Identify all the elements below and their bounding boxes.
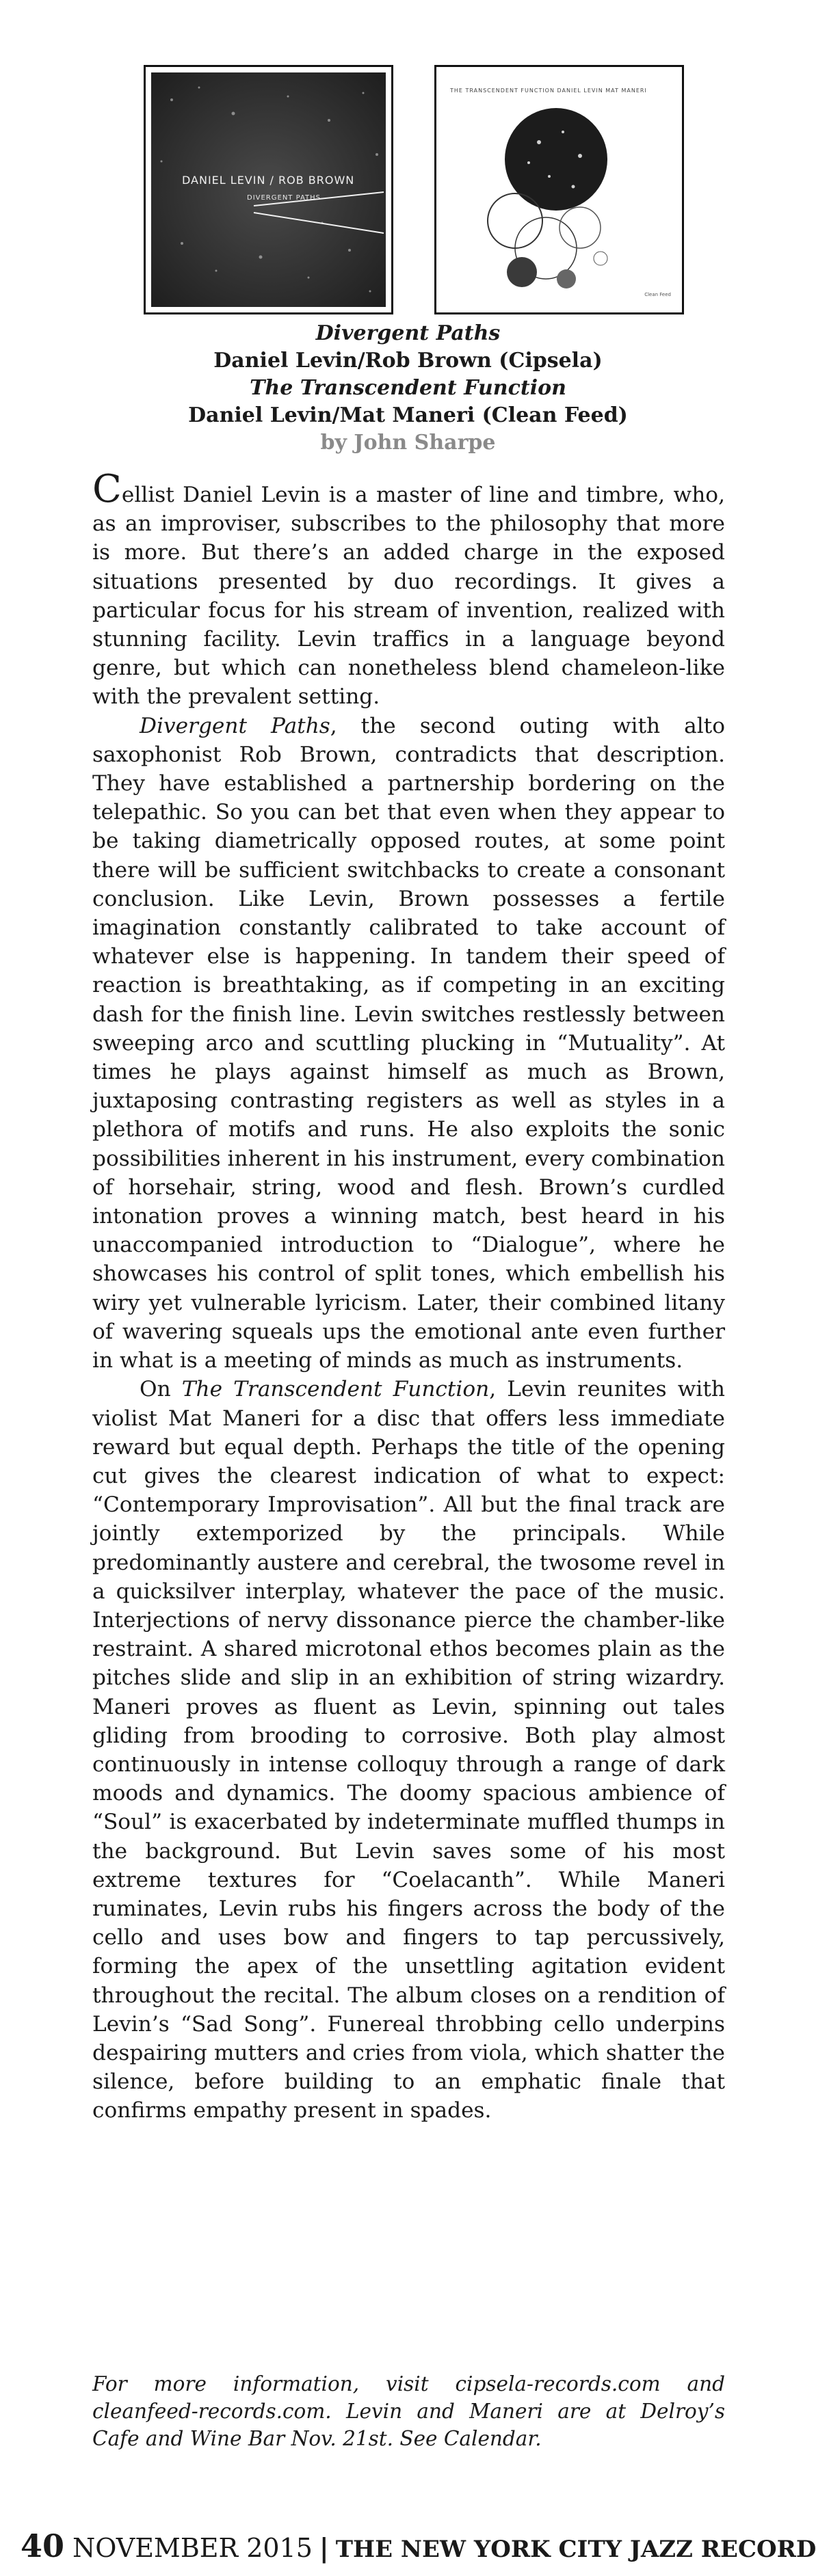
cover-artwork xyxy=(151,72,386,307)
review-body xyxy=(92,467,726,2125)
album-title: The Transcendent Function xyxy=(250,376,566,400)
transcendent-function-cover xyxy=(434,65,684,314)
page-number: 40 xyxy=(21,2527,65,2564)
info-note: For more information, visit cipsela-records.com and cleanfeed-records.com. Levin and Maneri are at Delroy’s Cafe and Wine Bar Nov. 21st. See Calendar. xyxy=(92,2372,725,2450)
publication-name: THE NEW YORK CITY JAZZ RECORD xyxy=(335,2536,816,2563)
speckle-artwork xyxy=(151,72,386,307)
album-artists: Daniel Levin/Rob Brown (Cipsela) xyxy=(213,349,603,373)
byline: by John Sharpe xyxy=(320,431,496,455)
label-logo: Clean Feed xyxy=(644,292,671,297)
album-covers xyxy=(144,65,684,314)
review-heading xyxy=(0,320,816,457)
separator: | xyxy=(319,2532,329,2563)
cover-subtitle: DIVERGENT PATHS xyxy=(247,194,321,202)
album-title-ref: Divergent Paths xyxy=(140,713,330,738)
paragraph: Divergent Paths, the second outing with alto saxophonist Rob Brown, contradicts that description. They have established a partnership bordering on the telepathic. So you can bet that even when they appear to be taking diametrically opposed routes, at some point there will be sufficient switchbacks to create a consonant conclusion. Like Levin, Brown possesses a fertile imagination constantly calibrated to take account of whatever else is happening. In tandem their speed of reaction is breathtaking, as if competing in an exciting dash for the finish line. Levin switches restlessly between sweeping arco and scuttling plucking in “Mutuality”. At times he plays against himself as much as Brown, juxtaposing contrasting registers as well as styles in a plethora of motifs and runs. He also exploits the sonic possibilities inherent in his instrument, every combination of horsehair, string, wood and flesh. Brown’s curdled intonation proves a winning match, best heard in his unaccompanied introduction to “Dialogue”, where he showcases his control of split tones, which embellish his wiry yet vulnerable lyricism. Later, their combined litany of wavering squeals ups the emotional ante even further in what is a meeting of minds as much as instruments. xyxy=(92,713,725,1373)
issue-date: NOVEMBER 2015 xyxy=(73,2533,313,2563)
album-title: Divergent Paths xyxy=(315,321,501,345)
paragraph: On The Transcendent Function, Levin reunites with violist Mat Maneri for a disc that offers less immediate reward but equal depth. Perhaps the title of the opening cut gives the clearest indication of what to expect: “Contemporary Improvisation”. All but the final track are jointly extemporized by the principals. While predominantly austere and cerebral, the twosome revel in a quicksilver interplay, whatever the pace of the music. Interjections of nervy dissonance pierce the chamber-like restraint. A shared microtonal ethos becomes plain as the pitches slide and slip in an exhibition of string wizardry. Maneri proves as fluent as Levin, spinning out tales gliding from brooding to corrosive. Both play almost continuously in intense colloquy through a range of dark moods and dynamics. The doomy spacious ambience of “Soul” is exacerbated by indeterminate muffled thumps in the background. But Levin saves some of his most extreme textures for “Coelacanth”. While Maneri ruminates, Levin rubs his fingers across the body of the cello and uses bow and fingers to tap percussively, forming the apex of the unsettling agitation evident throughout the recital. The album closes on a rendition of Levin’s “Sad Song”. Funereal throbbing cello underpins despairing mutters and cries from viola, which shatter the silence, before building to an emphatic finale that confirms empathy present in spades. xyxy=(92,1377,726,2123)
page-footer xyxy=(21,2527,816,2566)
cover-title: DANIEL LEVIN / ROB BROWN xyxy=(182,174,355,187)
album-title-ref: The Transcendent Function xyxy=(181,1377,490,1402)
cover-title: THE TRANSCENDENT FUNCTION DANIEL LEVIN MAT MANERI xyxy=(450,88,647,94)
album-artists: Daniel Levin/Mat Maneri (Clean Feed) xyxy=(188,403,628,427)
drop-cap: C xyxy=(92,467,122,511)
cell-artwork xyxy=(436,67,682,312)
divergent-paths-cover xyxy=(144,65,393,314)
paragraph: Cellist Daniel Levin is a master of line and timbre, who, as an improviser, subscribes to the philosophy that more is more. But there’s an added charge in the exposed situations presented by duo recordings. It gives a particular focus for his stream of invention, realized with stunning facility. Levin traffics in a language beyond genre, but which can nonetheless blend chameleon-like with the prevalent setting. xyxy=(92,467,725,710)
